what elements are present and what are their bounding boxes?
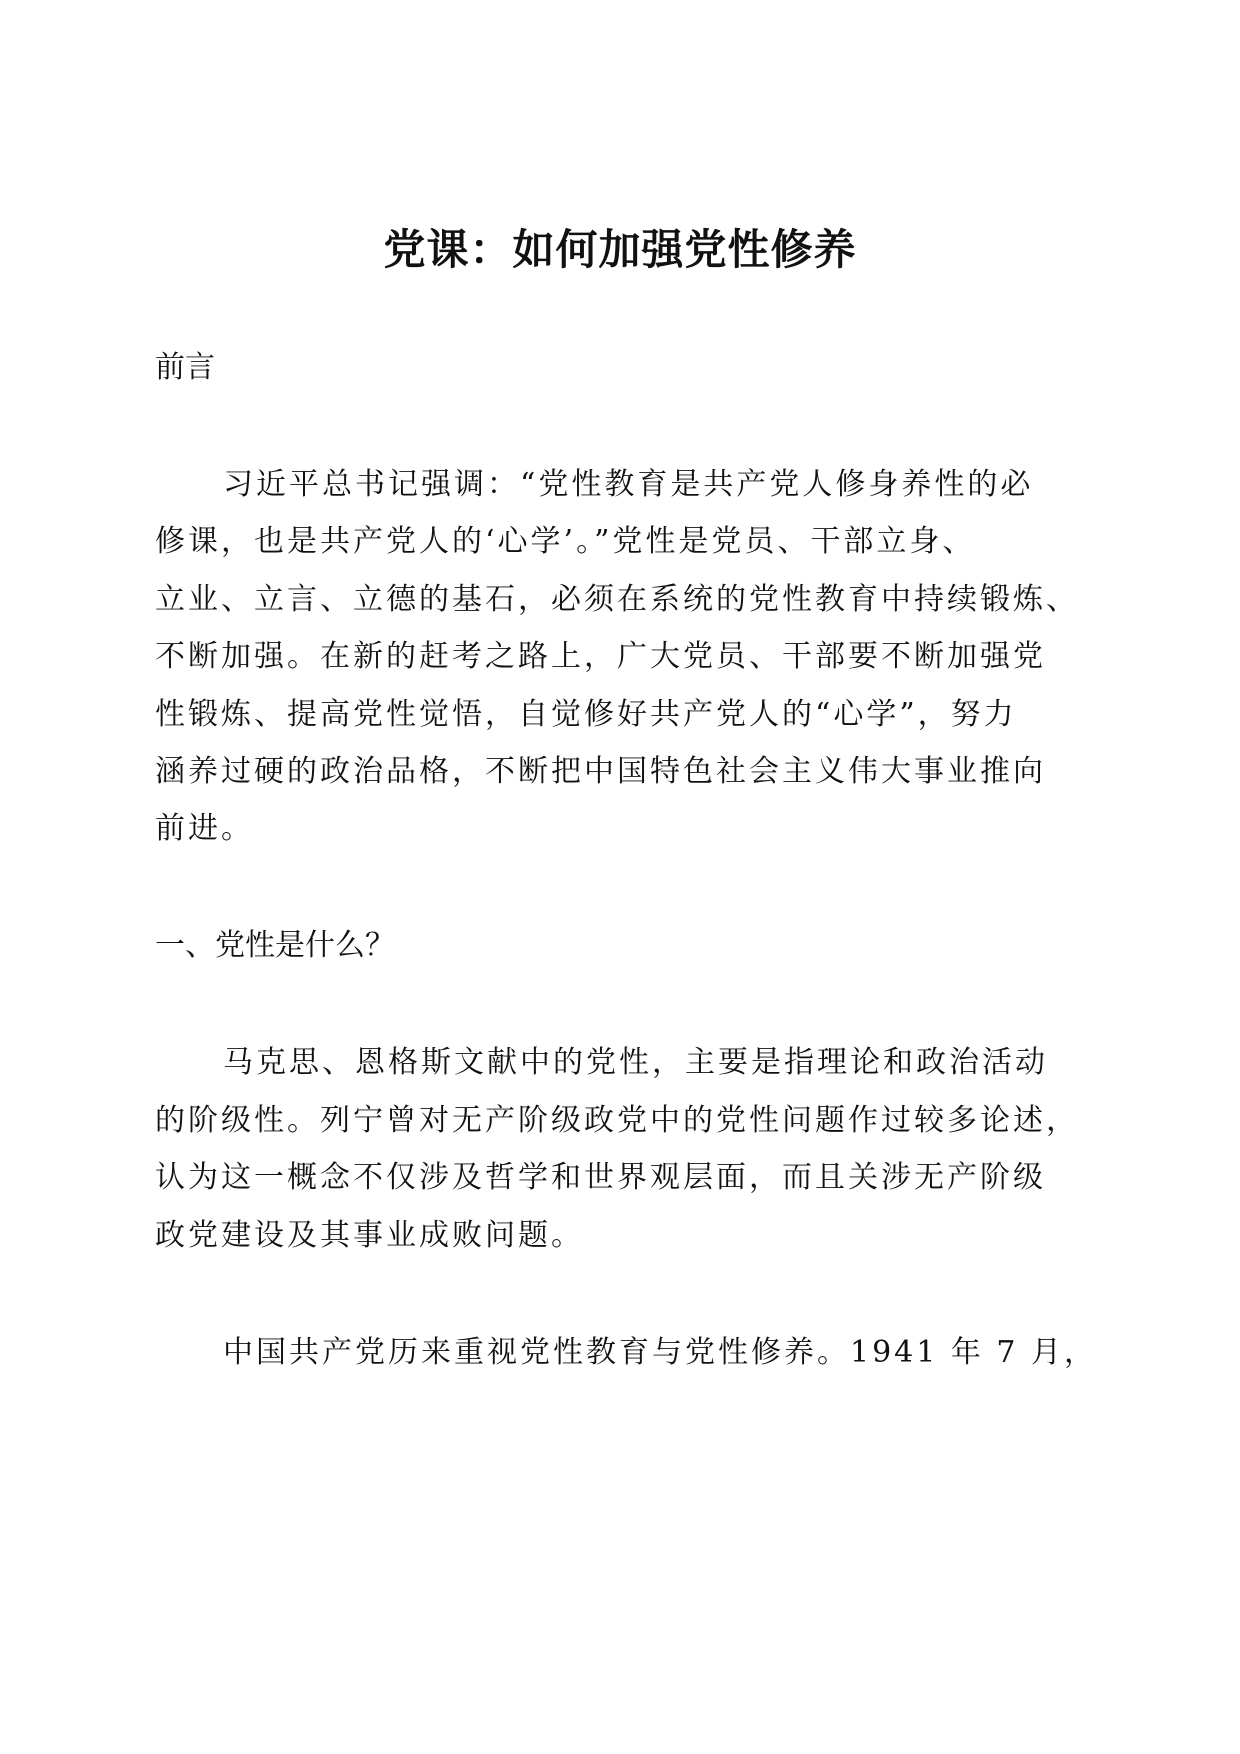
paragraph-line: 中国共产党历来重视党性教育与党性修养。1941 年 7 月， [223, 1335, 1098, 1370]
paragraph-line: 不断加强。在新的赶考之路上，广大党员、干部要不断加强党 [155, 639, 1046, 674]
section-heading-preface: 前言 [155, 350, 215, 385]
paragraph-line: 政党建设及其事业成败问题。 [155, 1218, 584, 1253]
paragraph-line: 修课，也是共产党人的‘心学’。”党性是党员、干部立身、 [155, 524, 976, 559]
paragraph-line: 马克思、恩格斯文献中的党性，主要是指理论和政治活动 [223, 1045, 1048, 1080]
paragraph-line: 涵养过硬的政治品格，不断把中国特色社会主义伟大事业推向 [155, 754, 1046, 789]
paragraph-line: 立业、立言、立德的基石，必须在系统的党性教育中持续锻炼、 [155, 582, 1079, 617]
paragraph-line: 习近平总书记强调：“党性教育是共产党人修身养性的必 [223, 467, 1034, 502]
paragraph-line: 性锻炼、提高党性觉悟，自觉修好共产党人的“心学”，努力 [155, 697, 1017, 732]
paragraph-line: 的阶级性。列宁曾对无产阶级政党中的党性问题作过较多论述， [155, 1103, 1079, 1138]
paragraph-line: 认为这一概念不仅涉及哲学和世界观层面，而且关涉无产阶级 [155, 1160, 1046, 1195]
paragraph-line: 前进。 [155, 811, 254, 846]
document-title: 党课：如何加强党性修养 [383, 225, 857, 274]
section-heading-what-is-party-spirit: 一、党性是什么？ [155, 928, 395, 963]
